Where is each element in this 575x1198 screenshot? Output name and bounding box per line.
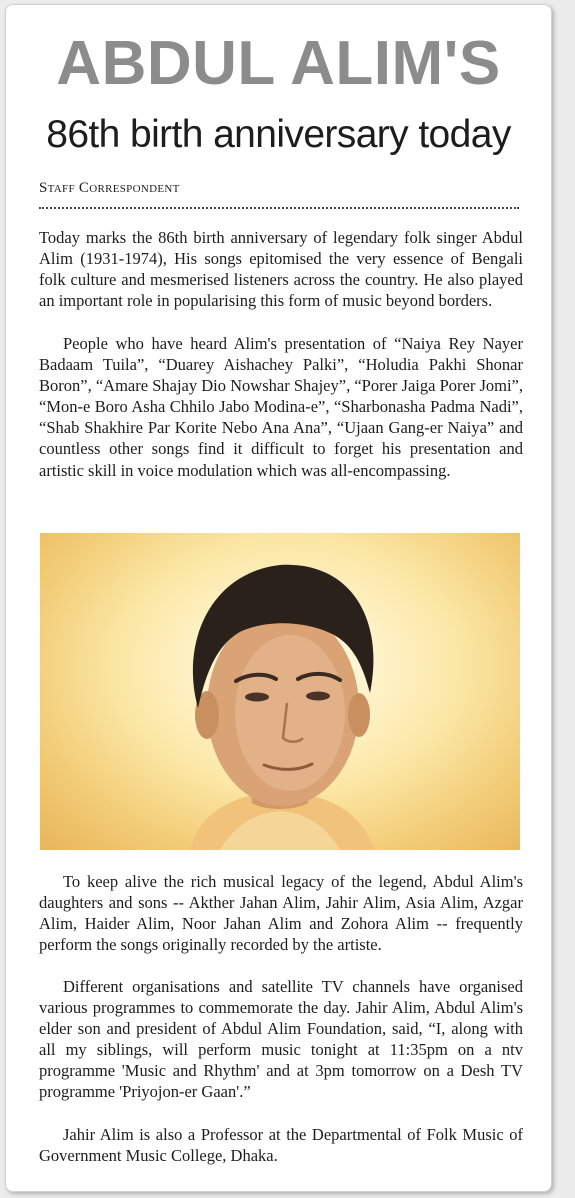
portrait-illustration (40, 533, 520, 850)
subheadline: 86th birth anniversary today (46, 113, 511, 156)
newspaper-clipping (5, 4, 552, 1192)
paragraph-songs: People who have heard Alim's presentation of “Naiya Rey Nayer Badaam Tuila”, “Duarey Aishachey Palki”, “Holudia Pakhi Shonar Boron”, “Amare Shajay Dio Nowshar Shajey”, “Porer Jaiga Porer Jomi”, “Mon-e Boro Asha Chhilo Jabo Modina-e”, “Sharbonasha Padma Nadi”, “Shab Shakhire Par Korite Nebo Ana Ana”, “Ujaan Gang-er Naiya” and countless other songs find it difficult to forget his presentation and artistic skill in voice modulation which was all-encompassing. (39, 334, 523, 480)
portrait-photo (40, 533, 520, 850)
headline: ABDUL ALIM'S (56, 29, 501, 98)
paragraph-family: To keep alive the rich musical legacy of the legend, Abdul Alim's daughters and sons -- Akther Jahan Alim, Jahir Alim, Asia Alim, Azgar Alim, Haider Alim, Noor Jahan Alim and Zohora Alim -- frequently perform the songs originally recorded by the artiste. (39, 872, 523, 955)
paragraph-intro: Today marks the 86th birth anniversary of legendary folk singer Abdul Alim (1931-1974), His songs epitomised the very essence of Bengali folk culture and mesmerised listeners across the country. He also played an important role in popularising this form of music beyond borders. (39, 228, 523, 311)
dotted-divider (39, 207, 519, 209)
paragraph-professor: Jahir Alim is also a Professor at the Departmental of Folk Music of Government Music College, Dhaka. (39, 1125, 523, 1166)
paragraph-programmes: Different organisations and satellite TV channels have organised various programmes to commemorate the day. Jahir Alim, Abdul Alim's elder son and president of Abdul Alim Foundation, said, “I, along with all my siblings, will perform music tonight at 11:35pm on a ntv programme 'Music and Rhythm' and at 3pm tomorrow on a Desh TV programme 'Priyojon-er Gaan'.” (39, 977, 523, 1102)
byline: Staff Correspondent (39, 180, 180, 196)
